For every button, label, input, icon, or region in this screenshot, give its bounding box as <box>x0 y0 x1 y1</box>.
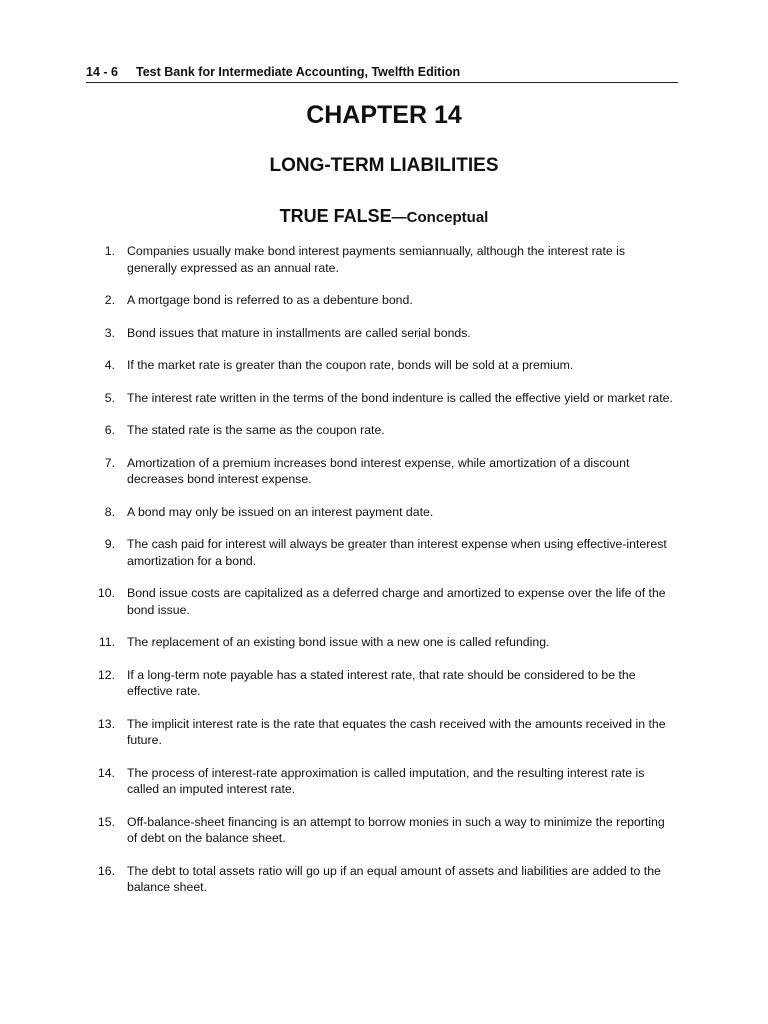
question-number: 15. <box>97 814 115 829</box>
question-text: The process of interest-rate approximation is called imputation, and the resulting interest rate is called an imputed interest rate. <box>127 765 645 796</box>
question-number: 6. <box>104 423 115 437</box>
subject-title: LONG-TERM LIABILITIES <box>269 155 499 176</box>
question-item <box>0 716 674 749</box>
question-text: The stated rate is the same as the coupon rate. <box>127 423 385 437</box>
question-item <box>0 504 674 521</box>
question-item <box>0 292 674 309</box>
question-item <box>0 243 674 276</box>
question-text: The interest rate written in the terms of the bond indenture is called the effective yield or market rate. <box>127 390 673 405</box>
question-list <box>0 243 768 912</box>
question-number: 4. <box>104 358 115 372</box>
question-item <box>0 667 674 700</box>
question-number: 2. <box>104 293 115 307</box>
question-text: Amortization of a premium increases bond interest expense, while amortization of a discount decreases bond interest expense. <box>127 455 630 486</box>
question-item <box>0 536 674 569</box>
question-number: 11. <box>98 635 115 649</box>
section-dash: — <box>391 209 407 226</box>
question-number: 10. <box>97 586 115 600</box>
question-item <box>0 422 674 439</box>
question-item <box>0 585 674 618</box>
question-number: 3. <box>104 325 115 340</box>
page-header <box>86 64 678 83</box>
question-text: Companies usually make bond interest payments semiannually, although the interest rate is generally expressed as an annual rate. <box>127 244 626 275</box>
question-number: 12. <box>97 667 115 682</box>
question-text: The implicit interest rate is the rate that equates the cash received with the amounts received in the future. <box>127 716 666 747</box>
question-text: A mortgage bond is referred to as a debenture bond. <box>127 293 413 307</box>
page-number: 14 - 6 <box>86 65 118 79</box>
question-number: 9. <box>104 537 115 551</box>
question-item <box>0 455 674 488</box>
question-number: 5. <box>104 390 115 405</box>
question-item <box>0 863 674 896</box>
question-number: 14. <box>97 765 115 780</box>
question-text: Bond issues that mature in installments are called serial bonds. <box>127 325 471 340</box>
question-number: 7. <box>104 455 115 470</box>
question-number: 13. <box>97 716 115 731</box>
question-text: The replacement of an existing bond issue with a new one is called refunding. <box>127 635 550 649</box>
question-text: Bond issue costs are capitalized as a deferred charge and amortized to expense over the life of the bond issue. <box>127 586 666 617</box>
question-number: 16. <box>97 863 115 878</box>
question-item <box>0 357 674 374</box>
chapter-title: CHAPTER 14 <box>306 101 462 129</box>
question-number: 1. <box>104 244 115 258</box>
section-heading <box>0 203 768 231</box>
question-text: A bond may only be issued on an interest payment date. <box>127 504 434 519</box>
section-sub-label: Conceptual <box>406 209 489 226</box>
question-text: Off-balance-sheet financing is an attempt to borrow monies in such a way to minimize the reporting of debt on the balance sheet. <box>127 814 665 845</box>
question-item <box>0 325 674 342</box>
question-item <box>0 634 674 651</box>
book-title: Test Bank for Intermediate Accounting, Twelfth Edition <box>136 65 461 79</box>
question-text: If the market rate is greater than the coupon rate, bonds will be sold at a premium. <box>127 358 574 372</box>
question-number: 8. <box>104 504 115 519</box>
question-item <box>0 390 674 407</box>
question-item <box>0 765 674 798</box>
question-text: The debt to total assets ratio will go up if an equal amount of assets and liabilities are added to the balance sheet. <box>127 863 661 894</box>
section-main-label: TRUE FALSE <box>279 206 392 226</box>
question-text: If a long-term note payable has a stated interest rate, that rate should be considered to be the effective rate. <box>127 667 636 698</box>
question-item <box>0 814 674 847</box>
question-text: The cash paid for interest will always be greater than interest expense when using effective-interest amortization for a bond. <box>127 537 667 568</box>
